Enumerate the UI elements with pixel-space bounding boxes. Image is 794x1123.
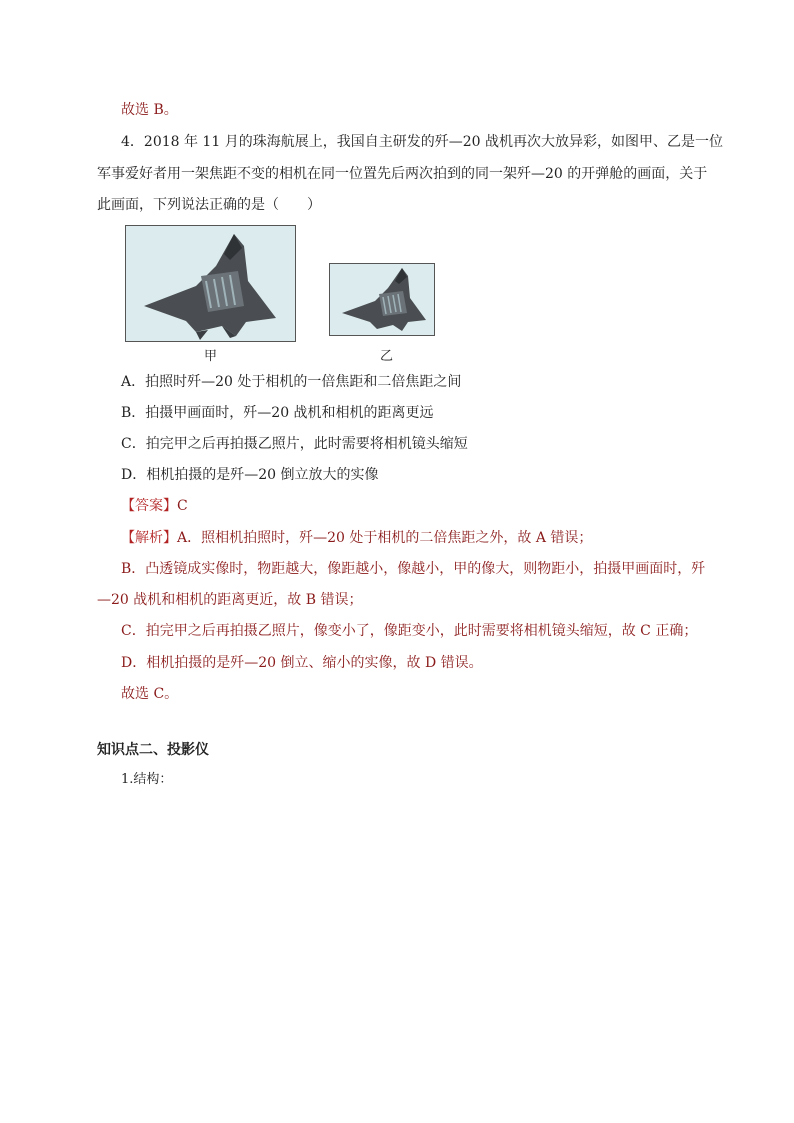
option-b: B．拍摄甲画面时，歼—20 战机和相机的距离更远: [121, 405, 434, 421]
question-4-line-1: 4．2018 年 11 月的珠海航展上，我国自主研发的歼—20 战机再次大放异彩，如图甲、乙是一位: [121, 134, 723, 150]
fighter-jet-image-large: [126, 226, 295, 341]
option-d: D．相机拍摄的是歼—20 倒立放大的实像: [121, 467, 379, 483]
answer-value: C: [177, 498, 188, 514]
fighter-jet-image-small: [330, 264, 434, 335]
question-4-line-3: 此画面，下列说法正确的是（ ）: [97, 197, 321, 213]
question-4-line-2: 军事爱好者用一架焦距不变的相机在同一位置先后两次拍到的同一架歼—20 的开弹舱的画面，关于: [97, 166, 708, 182]
conclusion: 故选 C。: [121, 686, 179, 702]
photo-jia: [125, 225, 296, 342]
analysis-b-line-2: —20 战机和相机的距离更近，故 B 错误；: [97, 592, 363, 608]
option-c: C．拍完甲之后再拍摄乙照片，此时需要将相机镜头缩短: [121, 436, 468, 452]
section-item-1: 1.结构：: [121, 772, 173, 787]
analysis-d: D．相机拍摄的是歼—20 倒立、缩小的实像，故 D 错误。: [121, 655, 483, 671]
answer-tag: 【答案】: [121, 498, 177, 514]
analysis-b-line-1: B．凸透镜成实像时，物距越大，像距越小，像越小，甲的像大，则物距小，拍摄甲画面时，歼: [121, 561, 706, 577]
prev-conclusion: 故选 B。: [121, 102, 178, 118]
answer-line: [121, 496, 188, 516]
analysis-a-text: A．照相机拍照时，歼—20 处于相机的二倍焦距之外，故 A 错误；: [177, 530, 593, 546]
section-title: 知识点二、投影仪: [97, 742, 209, 758]
caption-yi: 乙: [380, 349, 394, 364]
analysis-a: [121, 528, 592, 548]
option-a: A．拍照时歼—20 处于相机的一倍焦距和二倍焦距之间: [121, 374, 462, 390]
analysis-tag: 【解析】: [121, 530, 177, 546]
photo-yi: [329, 263, 435, 336]
caption-jia: 甲: [204, 349, 218, 364]
analysis-c: C．拍完甲之后再拍摄乙照片，像变小了，像距变小，此时需要将相机镜头缩短，故 C 正确；: [121, 623, 698, 639]
